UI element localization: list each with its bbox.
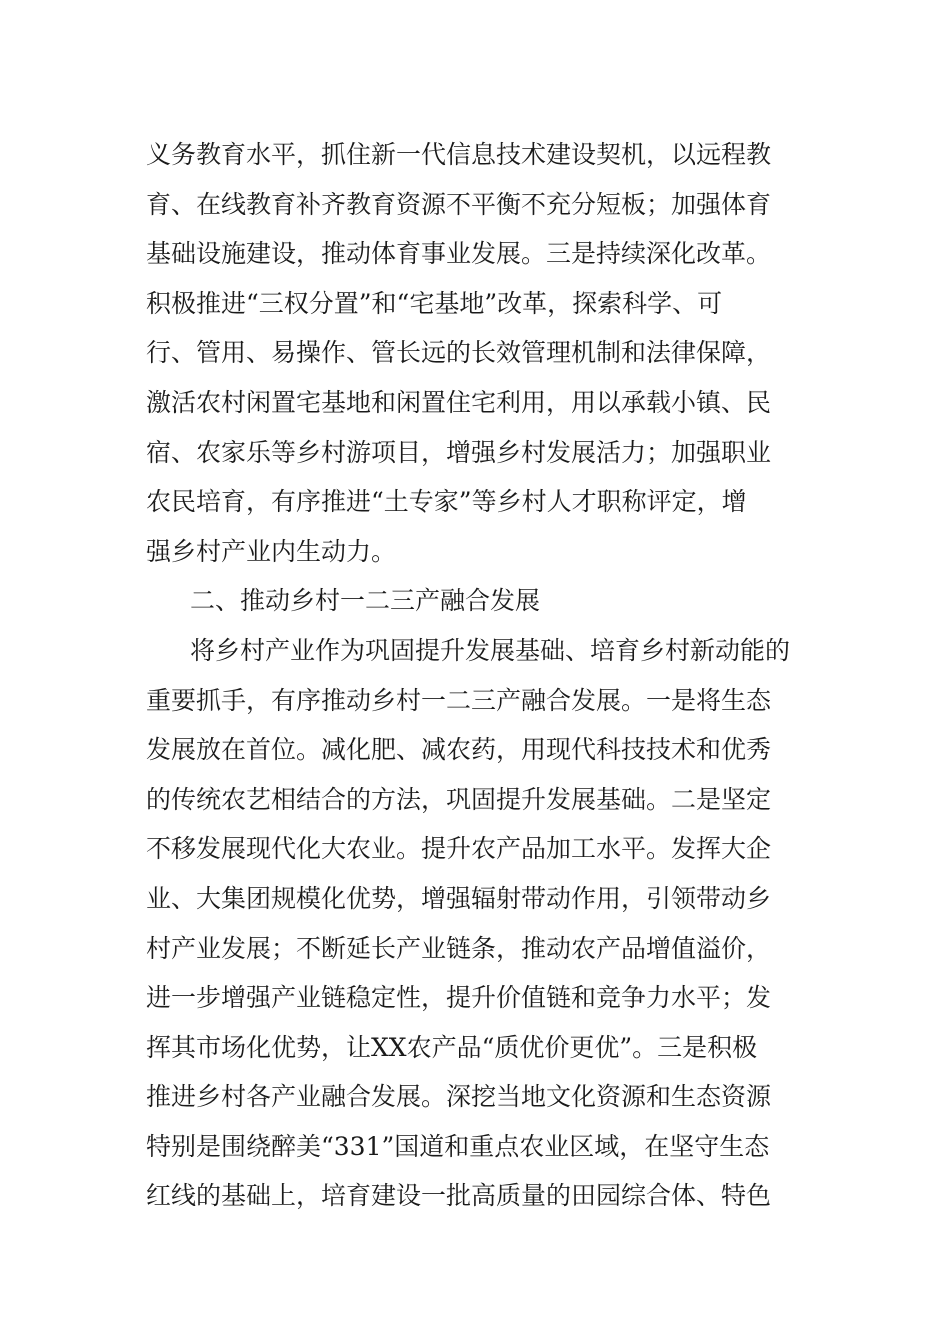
text-line: 业、大集团规模化优势，增强辐射带动作用，引领带动乡 xyxy=(146,883,772,913)
text-line: 不移发展现代化大农业。提升农产品加工水平。发挥大企 xyxy=(146,834,772,864)
text-line: 农民培育，有序推进“土专家”等乡村人才职称评定，增 xyxy=(146,487,747,517)
text-line: 行、管用、易操作、管长远的长效管理机制和法律保障， xyxy=(146,338,772,368)
section-heading: 二、推动乡村一二三产融合发展 xyxy=(190,586,541,616)
text-line: 积极推进“三权分置”和“宅基地”改革，探索科学、可 xyxy=(146,288,723,318)
text-line: 发展放在首位。减化肥、减农药，用现代科技技术和优秀 xyxy=(146,735,772,765)
document-body xyxy=(146,130,808,1221)
text-line: 宿、农家乐等乡村游项目，增强乡村发展活力；加强职业 xyxy=(146,437,772,467)
paragraph-education-reform xyxy=(146,130,808,576)
text-line: 挥其市场化优势，让XX农产品“质优价更优”。三是积极 xyxy=(146,1032,758,1062)
text-line: 基础设施建设，推动体育事业发展。三是持续深化改革。 xyxy=(146,239,772,269)
paragraph-industry-integration xyxy=(146,626,808,1221)
text-line: 重要抓手，有序推动乡村一二三产融合发展。一是将生态 xyxy=(146,685,772,715)
text-line: 育、在线教育补齐教育资源不平衡不充分短板；加强体育 xyxy=(146,189,772,219)
text-line: 村产业发展；不断延长产业链条，推动农产品增值溢价， xyxy=(146,933,772,963)
text-line: 强乡村产业内生动力。 xyxy=(146,536,397,566)
text-line: 红线的基础上，培育建设一批高质量的田园综合体、特色 xyxy=(146,1181,772,1211)
text-line: 进一步增强产业链稳定性，提升价值链和竞争力水平；发 xyxy=(146,983,772,1013)
text-line: 激活农村闲置宅基地和闲置住宅利用，用以承载小镇、民 xyxy=(146,387,772,417)
text-line: 义务教育水平，抓住新一代信息技术建设契机，以远程教 xyxy=(146,140,772,169)
text-line: 将乡村产业作为巩固提升发展基础、培育乡村新动能的 xyxy=(190,635,791,665)
text-line: 的传统农艺相结合的方法，巩固提升发展基础。二是坚定 xyxy=(146,784,772,814)
text-line: 推进乡村各产业融合发展。深挖当地文化资源和生态资源 xyxy=(146,1082,772,1112)
text-line: 特别是围绕醉美“331”国道和重点农业区域，在坚守生态 xyxy=(146,1131,770,1161)
